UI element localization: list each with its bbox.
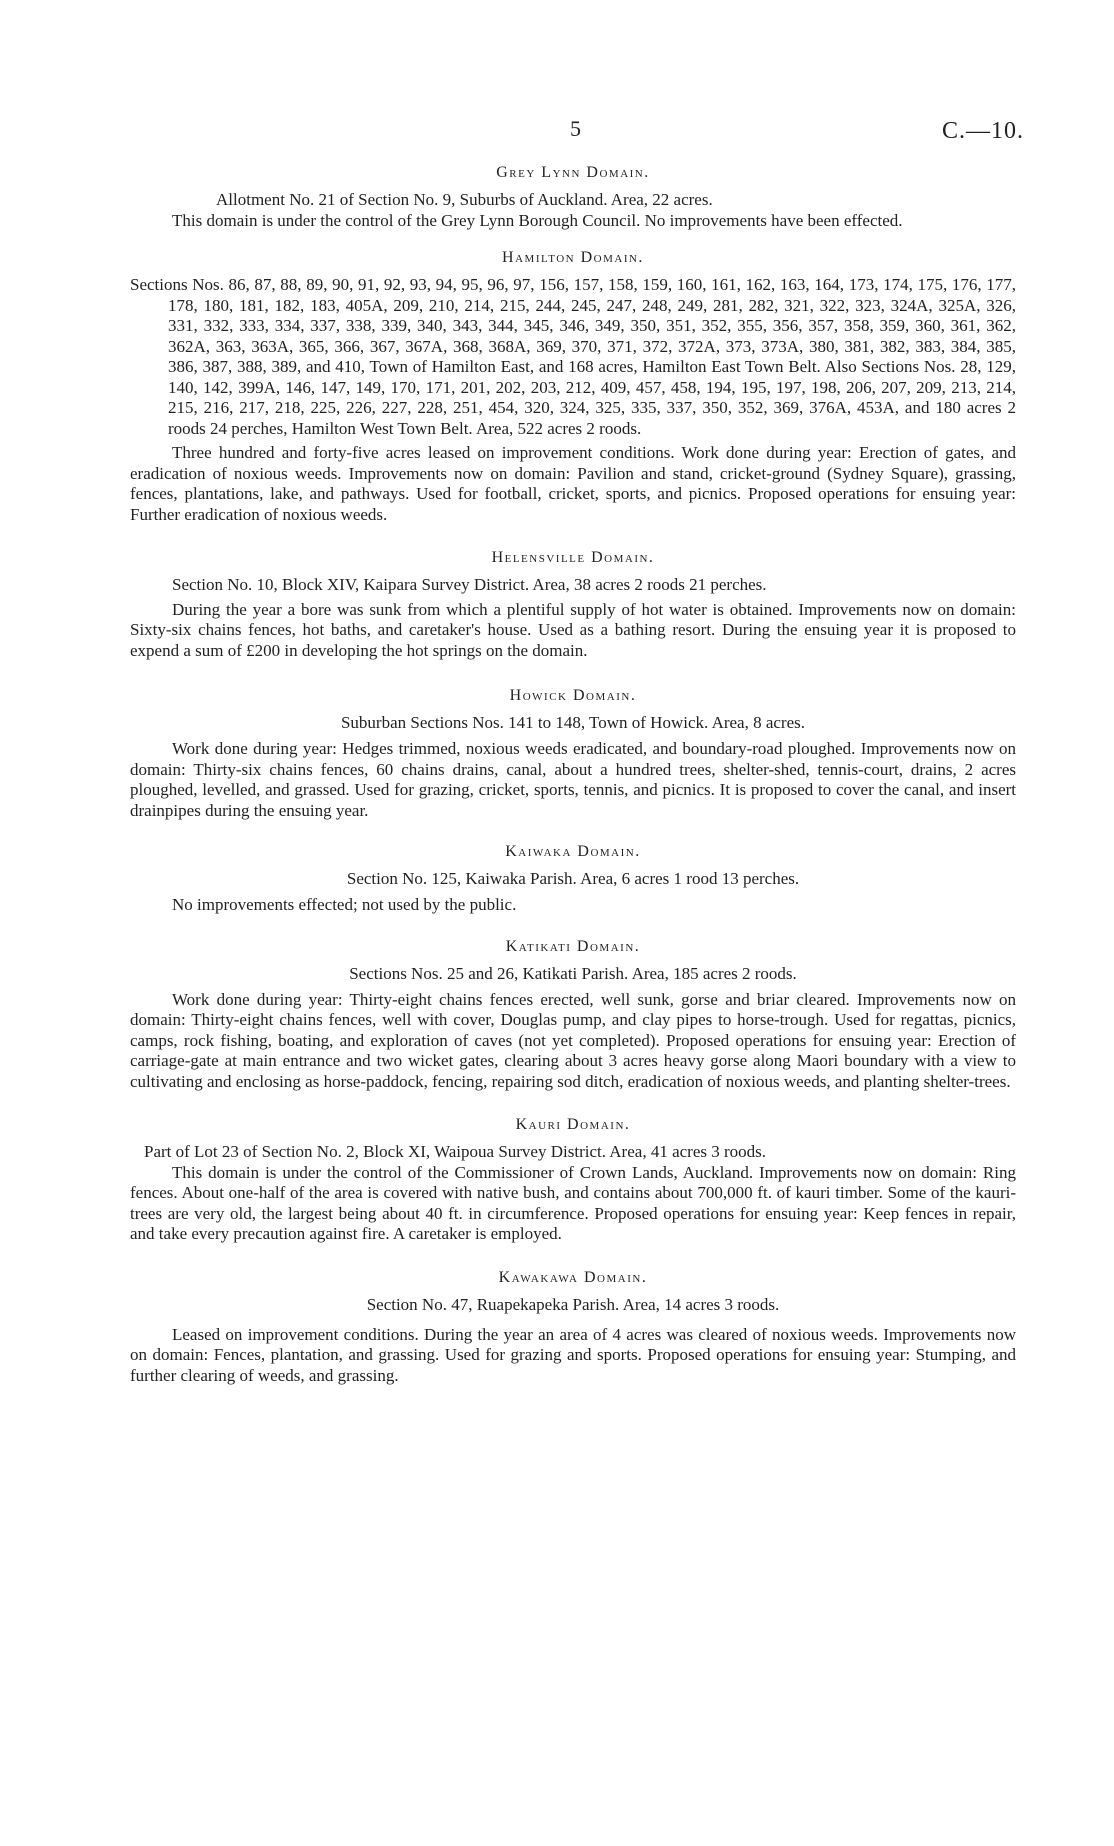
domain-description: Sections Nos. 25 and 26, Katikati Parish. Area, 185 acres 2 roods. <box>349 963 797 983</box>
domain-section-kauri <box>130 1116 1016 1245</box>
domain-title: Kaiwaka Domain. <box>505 843 641 860</box>
domain-section-kaiwaka <box>130 843 1016 916</box>
domain-section-kawakawa <box>130 1269 1016 1387</box>
domain-body: During the year a bore was sunk from which a plentiful supply of hot water is obtained. Improvements now on domain: Sixty-six chains fences, hot baths, and caretaker's house. Used as a bathing resort. During the ensuing year it is proposed to expend a sum of £200 in developing the hot springs on the domain. <box>130 599 1016 660</box>
domain-description: Part of Lot 23 of Section No. 2, Block XI, Waipoua Survey District. Area, 41 acres 3 roods. <box>144 1142 767 1161</box>
domain-section-katikati <box>130 938 1016 1093</box>
domain-description: Suburban Sections Nos. 141 to 148, Town of Howick. Area, 8 acres. <box>340 713 806 732</box>
domain-description: Allotment No. 21 of Section No. 9, Suburbs of Auckland. Area, 22 acres. <box>216 190 713 209</box>
domain-body: Three hundred and forty-five acres leased on improvement conditions. Work done during year: Erection of gates, and eradication of noxious weeds. Improvements now on domain: Pavilion and stand, cricket-ground (Sydney Square), grassing, fences, plantations, lake, and pathways. Used for football, cricket, sports, and picnics. Proposed operations for ensuing year: Further eradication of noxious weeds. <box>130 443 1016 524</box>
domain-section-grey-lynn <box>130 164 1016 231</box>
domain-section-hamilton <box>130 249 1016 525</box>
domain-body: Leased on improvement conditions. During the year an area of 4 acres was cleared of noxious weeds. Improvements now on domain: Fences, plantation, and grassing. Used for grazing and sports. Proposed operations for ensuing year: Stumping, and further clearing of weeds, and grassing. <box>130 1324 1016 1385</box>
domain-body: No improvements effected; not used by the public. <box>172 895 517 914</box>
domain-body: This domain is under the control of the Grey Lynn Borough Council. No improvements have been effected. <box>172 210 903 230</box>
domain-body: Work done during year: Thirty-eight chains fences erected, well sunk, gorse and briar cleared. Improvements now on domain: Thirty-eight chains fences, well with cover, Douglas pump, and clay pipes to horse-trough. Used for regattas, picnics, camps, rock fishing, boating, and exploration of caves (not yet completed). Proposed operations for ensuing year: Erection of carriage-gate at main entrance and two wicket gates, clearing about 3 acres heavy gorse along Maori boundary with a view to cultivating and enclosing as horse-paddock, fencing, repairing sod ditch, eradication of noxious weeds, and planting shelter-trees. <box>130 989 1016 1091</box>
domain-title: Katikati Domain. <box>505 937 641 955</box>
domain-title: Grey Lynn Domain. <box>496 164 650 181</box>
document-reference: C.—10. <box>941 118 1024 144</box>
domain-body: Work done during year: Hedges trimmed, noxious weeds eradicated, and boundary-road ploughed. Improvements now on domain: Thirty-six chains fences, 60 chains drains, canal, about a hundred trees, shelter-shed, tennis-court, drains, 2 acres ploughed, levelled, and grassed. Used for grazing, cricket, sports, tennis, and picnics. It is proposed to cover the canal, and insert drainpipes during the ensuing year. <box>130 739 1016 820</box>
domain-description: Section No. 47, Ruapekapeka Parish. Area, 14 acres 3 roods. <box>366 1294 780 1314</box>
domain-section-helensville <box>130 549 1016 661</box>
domain-title: Howick Domain. <box>509 687 637 704</box>
domain-section-howick <box>130 687 1016 821</box>
document-page <box>130 110 1024 1386</box>
domain-description: Section No. 125, Kaiwaka Parish. Area, 6 acres 1 rood 13 perches. <box>346 869 800 888</box>
domain-title: Hamilton Domain. <box>502 249 644 266</box>
domain-body: This domain is under the control of the Commissioner of Crown Lands, Auckland. Improvements now on domain: Ring fences. About one-half of the area is covered with native bush, and contains about 700,000 ft. of kauri timber. Some of the kauri-trees are very old, the largest being about 40 ft. in circumference. Proposed operations for ensuing year: Keep fences in repair, and take every precaution against fire. A caretaker is employed. <box>130 1162 1016 1243</box>
domain-title: Kauri Domain. <box>515 1116 631 1133</box>
domain-description: Sections Nos. 86, 87, 88, 89, 90, 91, 92, 93, 94, 95, 96, 97, 156, 157, 158, 159, 160, 161, 162, 163, 164, 173, 174, 175, 176, 177, 178, 180, 181, 182, 183, 405A, 209, 210, 214, 215, 244, 245, 247, 248, 249, 281, 282, 321, 322, 323, 324A, 325A, 326, 331, 332, 333, 334, 337, 338, 339, 340, 343, 344, 345, 346, 349, 350, 351, 352, 355, 356, 357, 358, 359, 360, 361, 362, 362A, 363, 363A, 365, 366, 367, 367A, 368, 368A, 369, 370, 371, 372, 372A, 373, 373A, 380, 381, 382, 383, 384, 385, 386, 387, 388, 389, and 410, Town of Hamilton East, and 168 acres, Hamilton East Town Belt. Also Sections Nos. 28, 129, 140, 142, 399A, 146, 147, 149, 170, 171, 201, 202, 203, 212, 409, 457, 458, 194, 195, 197, 198, 206, 207, 209, 213, 214, 215, 216, 217, 218, 225, 226, 227, 228, 251, 454, 320, 324, 325, 335, 337, 350, 352, 369, 376A, 453A, and 180 acres 2 roods 24 perches, Hamilton West Town Belt. Area, 522 acres 2 roods. <box>130 275 1016 438</box>
domain-description: Section No. 10, Block XIV, Kaipara Survey District. Area, 38 acres 2 roods 21 perches. <box>172 575 767 594</box>
domain-title: Kawakawa Domain. <box>498 1268 648 1286</box>
page-header <box>130 110 1024 150</box>
domain-title: Helensville Domain. <box>491 549 655 566</box>
page-number: 5 <box>570 116 581 141</box>
